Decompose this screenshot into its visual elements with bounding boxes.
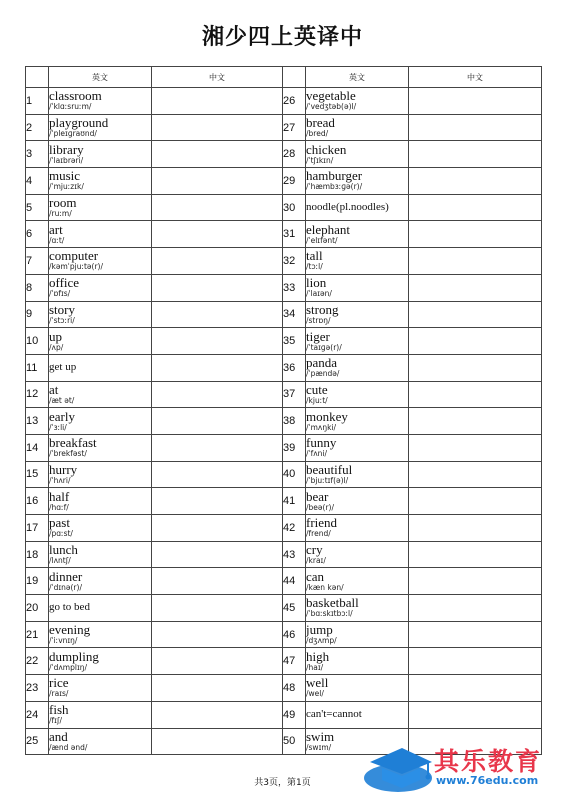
table-row — [26, 488, 542, 515]
row-number: 33 — [283, 274, 306, 301]
english-word-cell — [306, 488, 409, 515]
english-word: bread — [306, 115, 335, 131]
english-word: get up — [49, 361, 77, 374]
table-row — [26, 648, 542, 675]
table-row — [26, 354, 542, 381]
english-word: chicken — [306, 141, 347, 157]
chinese-answer-cell[interactable] — [152, 408, 283, 435]
english-word-cell — [49, 274, 152, 301]
table-row — [26, 301, 542, 328]
english-word: office — [49, 275, 80, 291]
english-word-cell — [49, 248, 152, 275]
chinese-answer-cell[interactable] — [152, 488, 283, 515]
table-body — [26, 88, 542, 755]
english-word-cell — [49, 381, 152, 408]
english-word-cell — [306, 88, 409, 115]
english-word: rice — [49, 675, 69, 691]
row-number: 38 — [283, 408, 306, 435]
chinese-answer-cell[interactable] — [409, 221, 542, 248]
chinese-answer-cell[interactable] — [152, 621, 283, 648]
chinese-answer-cell[interactable] — [409, 461, 542, 488]
row-number: 14 — [26, 434, 49, 461]
row-number: 36 — [283, 354, 306, 381]
phonetic-transcription: /ˈtaɪɡə(r)/ — [306, 342, 342, 352]
chinese-answer-cell[interactable] — [409, 114, 542, 141]
english-word: lion — [306, 275, 327, 291]
english-word: playground — [49, 115, 109, 131]
row-number: 50 — [283, 728, 306, 755]
english-word: classroom — [49, 88, 102, 104]
english-word: strong — [306, 301, 339, 317]
phonetic-transcription: /haɪ/ — [306, 662, 324, 672]
header-number-left — [26, 67, 49, 88]
english-word-cell — [49, 88, 152, 115]
row-number: 22 — [26, 648, 49, 675]
chinese-answer-cell[interactable] — [409, 675, 542, 702]
english-word: high — [306, 648, 330, 664]
chinese-answer-cell[interactable] — [409, 434, 542, 461]
phonetic-transcription: /ˈiːvnɪŋ/ — [49, 636, 78, 646]
english-word-cell — [49, 648, 152, 675]
english-word-cell — [49, 541, 152, 568]
english-word: fish — [49, 702, 69, 718]
english-word: dinner — [49, 568, 83, 584]
chinese-answer-cell[interactable] — [152, 221, 283, 248]
row-number: 1 — [26, 88, 49, 115]
english-word: hamburger — [306, 168, 363, 184]
row-number: 23 — [26, 675, 49, 702]
phonetic-transcription: /raɪs/ — [49, 689, 69, 699]
english-word-cell — [49, 701, 152, 728]
row-number: 15 — [26, 461, 49, 488]
row-number: 31 — [283, 221, 306, 248]
phonetic-transcription: /ɑːt/ — [49, 235, 65, 245]
english-word-cell — [306, 461, 409, 488]
chinese-answer-cell[interactable] — [152, 141, 283, 168]
english-word: can — [306, 568, 325, 584]
phonetic-transcription: /ˈbrekfəst/ — [49, 449, 87, 459]
phonetic-transcription: /wel/ — [306, 689, 324, 699]
phonetic-transcription: /beə(r)/ — [306, 502, 334, 512]
chinese-answer-cell[interactable] — [409, 301, 542, 328]
row-number: 19 — [26, 568, 49, 595]
row-number: 7 — [26, 248, 49, 275]
english-word: can't=cannot — [306, 708, 362, 721]
chinese-answer-cell[interactable] — [409, 88, 542, 115]
chinese-answer-cell[interactable] — [152, 434, 283, 461]
row-number: 17 — [26, 515, 49, 542]
chinese-answer-cell[interactable] — [152, 354, 283, 381]
row-number: 44 — [283, 568, 306, 595]
chinese-answer-cell[interactable] — [152, 381, 283, 408]
phonetic-transcription: /tɔːl/ — [306, 262, 323, 272]
page-title: 湘少四上英译中 — [201, 25, 363, 50]
english-word-cell — [49, 301, 152, 328]
row-number: 18 — [26, 541, 49, 568]
english-word-cell — [306, 354, 409, 381]
row-number: 46 — [283, 621, 306, 648]
phonetic-transcription: /bred/ — [306, 129, 329, 139]
chinese-answer-cell[interactable] — [152, 168, 283, 195]
phonetic-transcription: /ˈlaɪən/ — [306, 289, 332, 299]
phonetic-transcription: /ˈpleɪɡraʊnd/ — [49, 129, 97, 139]
english-word-cell — [306, 328, 409, 355]
table-row — [26, 515, 542, 542]
chinese-answer-cell[interactable] — [152, 568, 283, 595]
phonetic-transcription: /ˈhæmbɜːɡə(r)/ — [306, 182, 363, 192]
english-word-cell — [49, 408, 152, 435]
english-word: noodle(pl.noodles) — [306, 201, 389, 214]
row-number: 25 — [26, 728, 49, 755]
english-word-cell — [49, 434, 152, 461]
row-number: 32 — [283, 248, 306, 275]
phonetic-transcription: /dʒʌmp/ — [306, 636, 337, 646]
table-header-row — [26, 67, 542, 88]
english-word: dumpling — [49, 648, 99, 664]
english-word: cute — [306, 381, 328, 397]
table-row — [26, 114, 542, 141]
watermark-url: www.76edu.com — [436, 774, 539, 787]
phonetic-transcription: /ˈbjuːtɪf(ə)l/ — [306, 475, 349, 485]
english-word-cell — [306, 434, 409, 461]
chinese-answer-cell[interactable] — [152, 194, 283, 221]
english-word: funny — [306, 435, 337, 451]
row-number: 47 — [283, 648, 306, 675]
row-number: 6 — [26, 221, 49, 248]
row-number: 24 — [26, 701, 49, 728]
watermark — [362, 740, 562, 798]
english-word: music — [49, 168, 81, 184]
row-number: 11 — [26, 354, 49, 381]
phonetic-transcription: /ˈdʌmplɪŋ/ — [49, 662, 88, 672]
table-row — [26, 221, 542, 248]
chinese-answer-cell[interactable] — [409, 595, 542, 622]
row-number: 27 — [283, 114, 306, 141]
english-word-cell — [306, 248, 409, 275]
english-word: early — [49, 408, 75, 424]
english-word-cell — [49, 221, 152, 248]
row-number: 16 — [26, 488, 49, 515]
english-word-cell — [306, 568, 409, 595]
english-word-cell — [306, 301, 409, 328]
english-word: past — [49, 515, 70, 531]
row-number: 26 — [283, 88, 306, 115]
chinese-answer-cell[interactable] — [409, 541, 542, 568]
table-row — [26, 274, 542, 301]
graduation-cap-icon — [362, 740, 436, 798]
row-number: 21 — [26, 621, 49, 648]
table-row — [26, 88, 542, 115]
english-word-cell — [306, 114, 409, 141]
chinese-answer-cell[interactable] — [409, 274, 542, 301]
english-word: well — [306, 675, 329, 691]
english-word-cell — [306, 621, 409, 648]
phonetic-transcription: /ˈhʌri/ — [49, 475, 71, 485]
english-word-cell — [49, 728, 152, 755]
table-row — [26, 408, 542, 435]
row-number: 41 — [283, 488, 306, 515]
english-word: swim — [306, 728, 335, 744]
row-number: 28 — [283, 141, 306, 168]
row-number: 43 — [283, 541, 306, 568]
watermark-brand-text: 其乐教育 — [434, 747, 543, 776]
phonetic-transcription: /ˈstɔːri/ — [49, 315, 75, 325]
header-english-left: 英文 — [49, 67, 152, 88]
english-word-cell — [306, 194, 409, 221]
row-number: 42 — [283, 515, 306, 542]
phonetic-transcription: /ˈfʌni/ — [306, 449, 328, 459]
chinese-answer-cell[interactable] — [409, 408, 542, 435]
phonetic-transcription: /ˈklɑːsruːm/ — [49, 102, 92, 112]
vocabulary-table — [25, 66, 542, 755]
english-word-cell — [306, 648, 409, 675]
row-number: 8 — [26, 274, 49, 301]
phonetic-transcription: /lʌntʃ/ — [49, 556, 71, 566]
chinese-answer-cell[interactable] — [409, 488, 542, 515]
english-word-cell — [306, 168, 409, 195]
row-number: 37 — [283, 381, 306, 408]
row-number: 29 — [283, 168, 306, 195]
english-word: basketball — [306, 595, 359, 611]
phonetic-transcription: /kraɪ/ — [306, 556, 326, 566]
english-word-cell — [49, 141, 152, 168]
table-row — [26, 328, 542, 355]
chinese-answer-cell[interactable] — [152, 114, 283, 141]
table-row — [26, 621, 542, 648]
row-number: 34 — [283, 301, 306, 328]
phonetic-transcription: /ˈpændə/ — [306, 369, 340, 379]
row-number: 30 — [283, 194, 306, 221]
phonetic-transcription: /ˈmjuːzɪk/ — [49, 182, 84, 192]
phonetic-transcription: /æt ət/ — [49, 395, 75, 405]
row-number: 48 — [283, 675, 306, 702]
row-number: 10 — [26, 328, 49, 355]
row-number: 4 — [26, 168, 49, 195]
row-number: 39 — [283, 434, 306, 461]
english-word-cell — [49, 595, 152, 622]
chinese-answer-cell[interactable] — [152, 248, 283, 275]
chinese-answer-cell[interactable] — [409, 568, 542, 595]
english-word: half — [49, 488, 70, 504]
row-number: 9 — [26, 301, 49, 328]
phonetic-transcription: /kəmˈpjuːtə(r)/ — [49, 262, 103, 272]
table-row — [26, 461, 542, 488]
chinese-answer-cell[interactable] — [152, 328, 283, 355]
english-word: hurry — [49, 461, 78, 477]
english-word-cell — [49, 194, 152, 221]
chinese-answer-cell[interactable] — [409, 141, 542, 168]
chinese-answer-cell[interactable] — [152, 728, 283, 755]
english-word-cell — [306, 675, 409, 702]
phonetic-transcription: /ruːm/ — [49, 209, 72, 219]
row-number: 2 — [26, 114, 49, 141]
english-word-cell — [306, 274, 409, 301]
phonetic-transcription: /ˈdɪnə(r)/ — [49, 582, 82, 592]
english-word-cell — [49, 328, 152, 355]
page-footer: 共3页，第1页 — [254, 778, 311, 788]
english-word: friend — [306, 515, 338, 531]
english-word: cry — [306, 542, 323, 558]
row-number: 40 — [283, 461, 306, 488]
phonetic-transcription: /ˈmʌŋki/ — [306, 422, 337, 432]
table-row — [26, 568, 542, 595]
phonetic-transcription: /ˈelɪfənt/ — [306, 235, 338, 245]
chinese-answer-cell[interactable] — [409, 168, 542, 195]
table-row — [26, 675, 542, 702]
table-row — [26, 701, 542, 728]
english-word-cell — [49, 488, 152, 515]
row-number: 45 — [283, 595, 306, 622]
header-english-right: 英文 — [306, 67, 409, 88]
english-word-cell — [49, 621, 152, 648]
english-word: elephant — [306, 221, 351, 237]
row-number: 35 — [283, 328, 306, 355]
english-word: lunch — [49, 542, 78, 558]
chinese-answer-cell[interactable] — [409, 248, 542, 275]
english-word: at — [49, 381, 59, 397]
header-chinese-left: 中文 — [152, 67, 283, 88]
phonetic-transcription: /fɪʃ/ — [49, 716, 63, 726]
english-word-cell — [306, 701, 409, 728]
phonetic-transcription: /strɒŋ/ — [306, 315, 331, 325]
english-word-cell — [49, 168, 152, 195]
english-word: and — [49, 728, 68, 744]
header-chinese-right: 中文 — [409, 67, 542, 88]
english-word: go to bed — [49, 601, 90, 614]
english-word-cell — [49, 114, 152, 141]
table-row — [26, 168, 542, 195]
chinese-answer-cell[interactable] — [152, 541, 283, 568]
chinese-answer-cell[interactable] — [409, 194, 542, 221]
english-word: up — [49, 328, 62, 344]
chinese-answer-cell[interactable] — [409, 328, 542, 355]
table-row — [26, 595, 542, 622]
english-word: computer — [49, 248, 99, 264]
row-number: 49 — [283, 701, 306, 728]
english-word-cell — [49, 461, 152, 488]
chinese-answer-cell[interactable] — [409, 701, 542, 728]
phonetic-transcription: /pɑːst/ — [49, 529, 73, 539]
english-word-cell — [306, 515, 409, 542]
chinese-answer-cell[interactable] — [152, 648, 283, 675]
table-row — [26, 141, 542, 168]
row-number: 5 — [26, 194, 49, 221]
row-number: 3 — [26, 141, 49, 168]
phonetic-transcription: /ʌp/ — [49, 342, 64, 352]
chinese-answer-cell[interactable] — [409, 381, 542, 408]
chinese-answer-cell[interactable] — [409, 621, 542, 648]
phonetic-transcription: /kjuːt/ — [306, 395, 328, 405]
chinese-answer-cell[interactable] — [152, 515, 283, 542]
english-word: art — [49, 221, 63, 237]
english-word-cell — [306, 141, 409, 168]
table-row — [26, 434, 542, 461]
phonetic-transcription: /hɑːf/ — [49, 502, 69, 512]
english-word-cell — [49, 515, 152, 542]
phonetic-transcription: /ˈɒfɪs/ — [49, 289, 71, 299]
english-word: room — [49, 195, 77, 211]
table-row — [26, 194, 542, 221]
english-word: evening — [49, 622, 91, 638]
english-word-cell — [306, 595, 409, 622]
row-number: 20 — [26, 595, 49, 622]
chinese-answer-cell[interactable] — [152, 274, 283, 301]
table-row — [26, 248, 542, 275]
english-word: tiger — [306, 328, 330, 344]
english-word-cell — [306, 541, 409, 568]
phonetic-transcription: /ˈtʃɪkɪn/ — [306, 155, 334, 165]
phonetic-transcription: /ˈvedʒtəb(ə)l/ — [306, 102, 357, 112]
chinese-answer-cell[interactable] — [152, 595, 283, 622]
row-number: 13 — [26, 408, 49, 435]
english-word-cell — [306, 221, 409, 248]
english-word-cell — [49, 354, 152, 381]
row-number: 12 — [26, 381, 49, 408]
chinese-answer-cell[interactable] — [409, 515, 542, 542]
header-number-right — [283, 67, 306, 88]
english-word: breakfast — [49, 435, 97, 451]
table-row — [26, 541, 542, 568]
english-word: panda — [306, 355, 338, 371]
chinese-answer-cell[interactable] — [152, 461, 283, 488]
phonetic-transcription: /kæn kən/ — [306, 582, 344, 592]
phonetic-transcription: /swɪm/ — [306, 742, 332, 752]
english-word: library — [49, 141, 84, 157]
table-row — [26, 381, 542, 408]
english-word: tall — [306, 248, 323, 264]
chinese-answer-cell[interactable] — [409, 648, 542, 675]
chinese-answer-cell[interactable] — [409, 354, 542, 381]
phonetic-transcription: /ænd ənd/ — [49, 742, 88, 752]
phonetic-transcription: /frend/ — [306, 529, 331, 539]
chinese-answer-cell[interactable] — [152, 675, 283, 702]
phonetic-transcription: /ˈbɑːskɪtbɔːl/ — [306, 609, 353, 619]
english-word-cell — [49, 568, 152, 595]
phonetic-transcription: /ˈɜːli/ — [49, 422, 67, 432]
english-word: bear — [306, 488, 329, 504]
english-word-cell — [49, 675, 152, 702]
english-word-cell — [306, 408, 409, 435]
chinese-answer-cell[interactable] — [152, 301, 283, 328]
english-word-cell — [306, 381, 409, 408]
english-word: jump — [306, 622, 333, 638]
english-word: beautiful — [306, 461, 353, 477]
chinese-answer-cell[interactable] — [152, 88, 283, 115]
phonetic-transcription: /ˈlaɪbrəri/ — [49, 155, 84, 165]
english-word: vegetable — [306, 88, 356, 104]
chinese-answer-cell[interactable] — [152, 701, 283, 728]
english-word: monkey — [306, 408, 348, 424]
english-word: story — [49, 301, 75, 317]
